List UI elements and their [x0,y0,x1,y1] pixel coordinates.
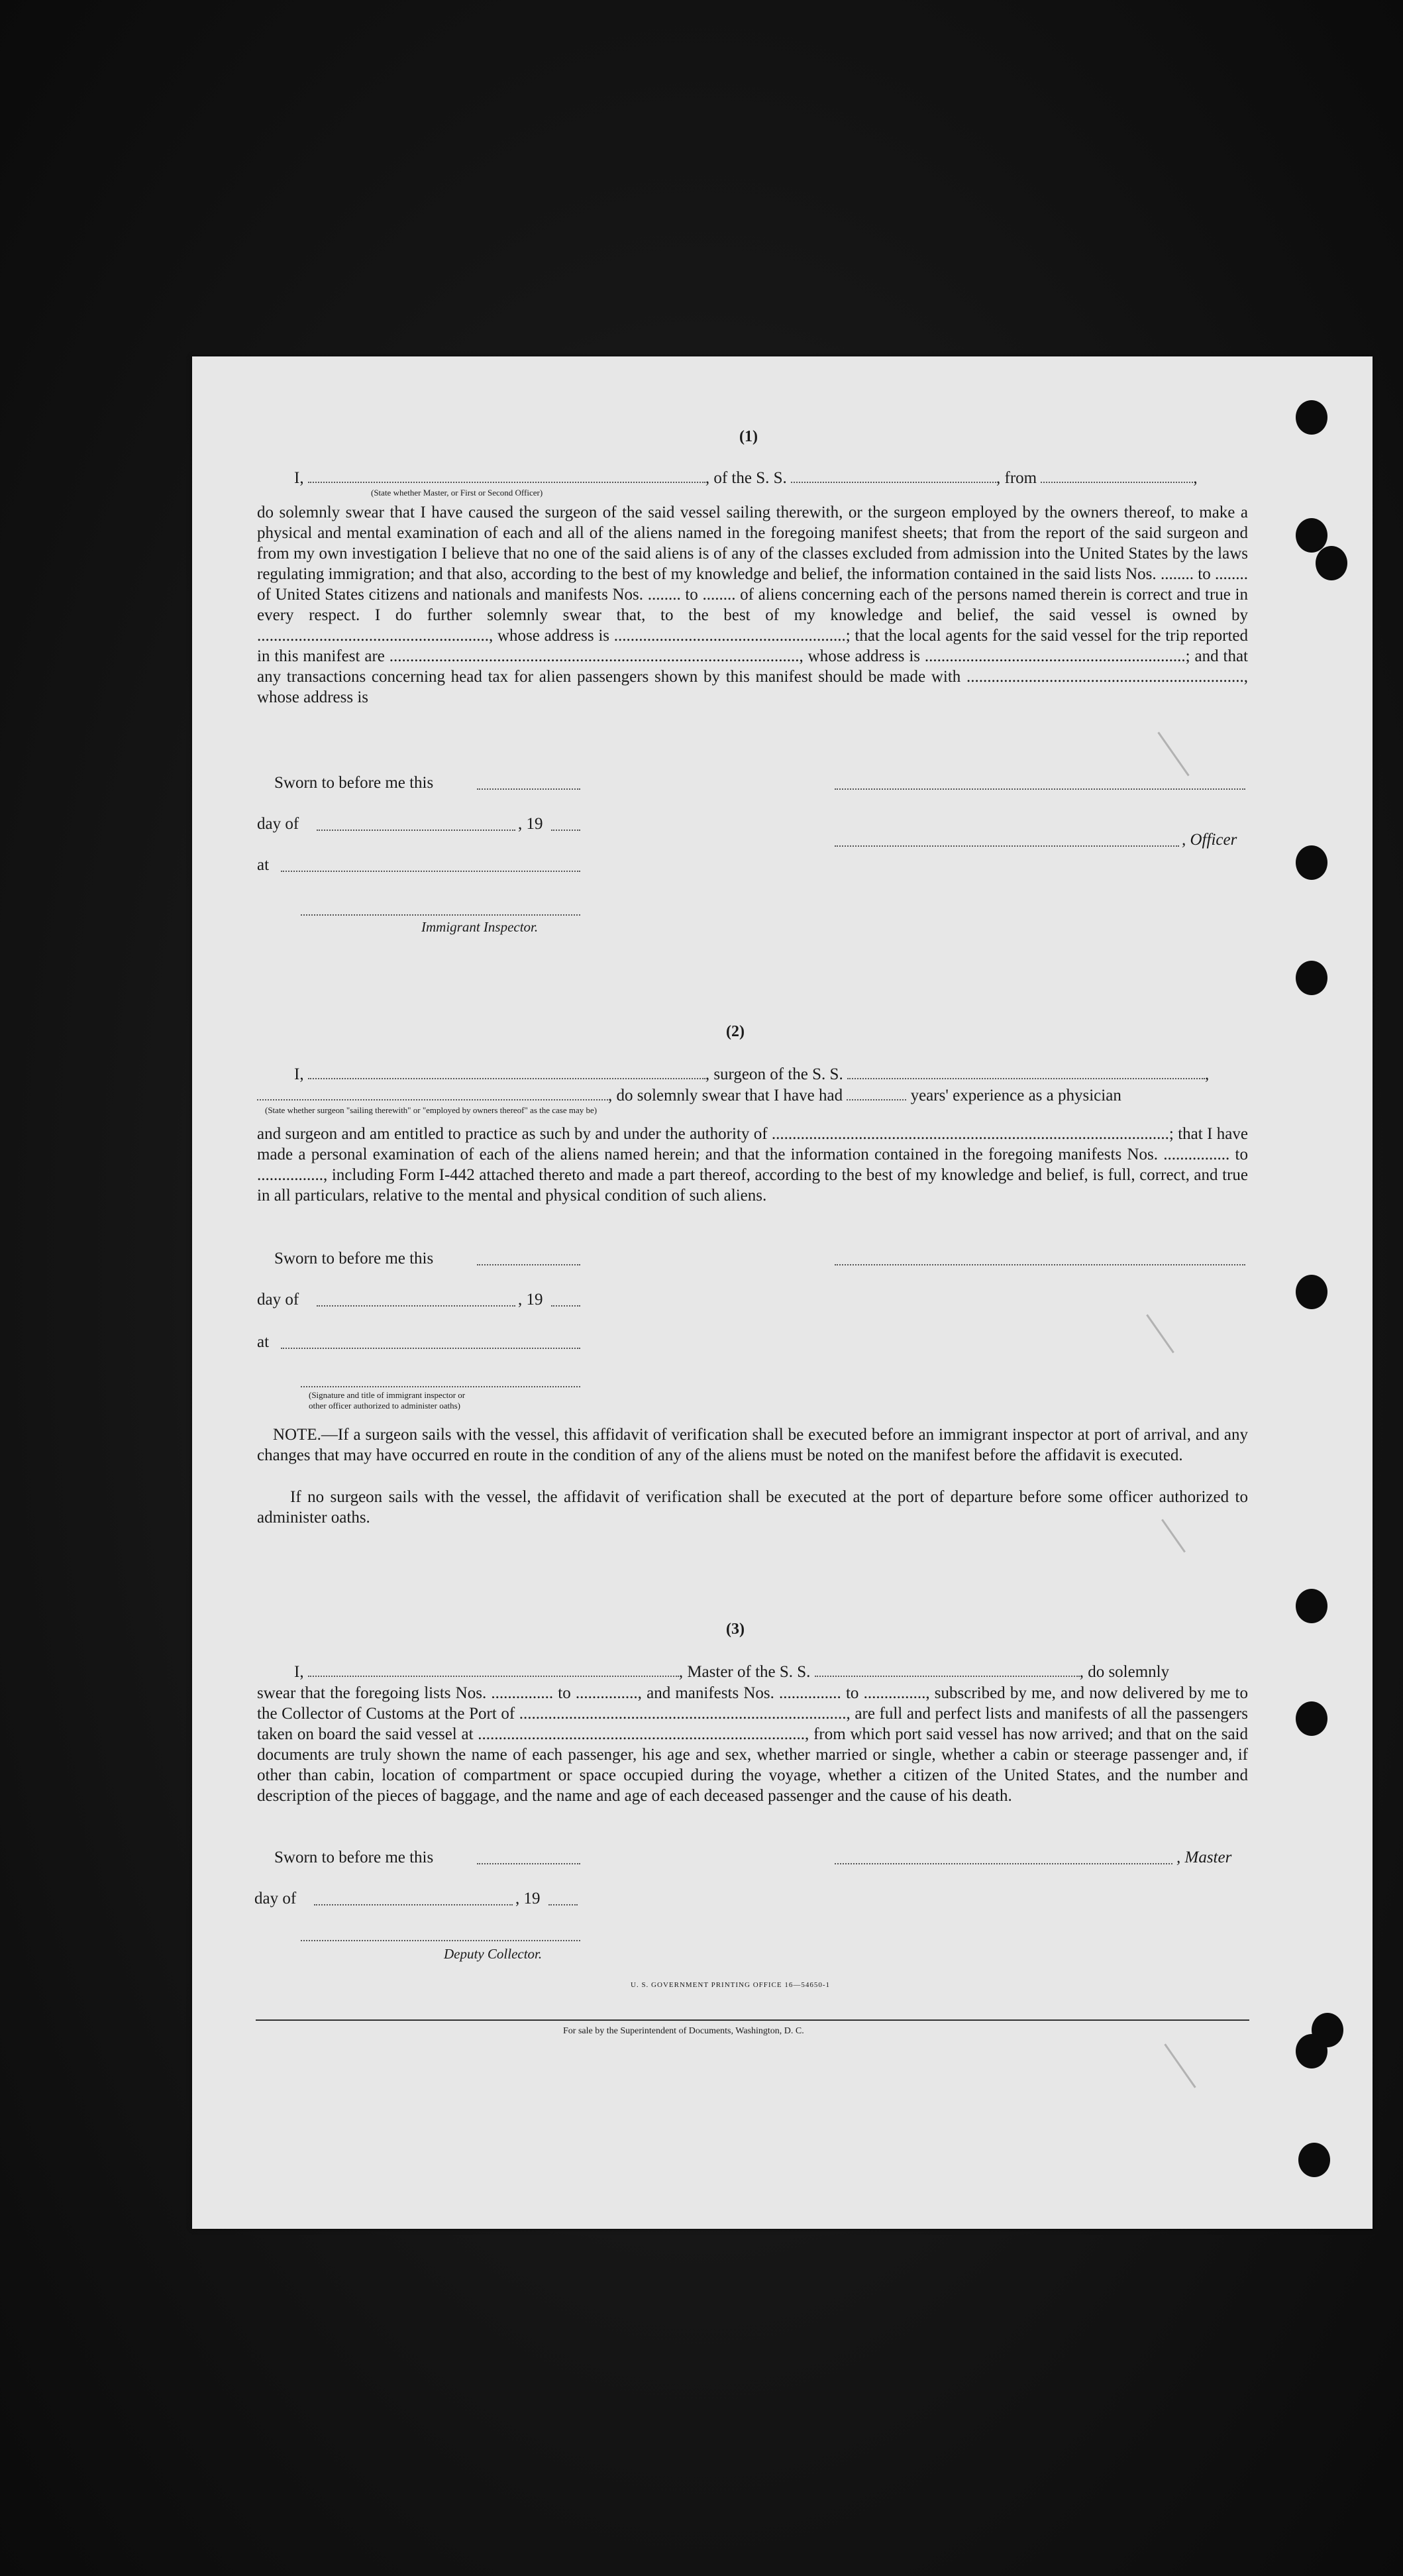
port-from-field[interactable] [1041,470,1193,483]
pencil-mark [1164,2043,1196,2088]
year-field[interactable] [551,1304,580,1307]
binder-hole [1296,1589,1327,1623]
section3-body: swear that the foregoing lists Nos. ............... to ..............., and manifests Nos. ............... to ..............., subscribed by me, and now delivered by me to the Collector of Customs at the Port of ..............................................................................., are full and perfect lists and manifests of all the passengers taken on board the said vessel at ..............................................................................., from which port said vessel has now arrived; and that on the said documents are truly shown the name of each passenger, his age and sex, whether married or single, whether a cabin or steerage passenger and, if other than cabin, location of compartment or space occupied during the voyage, whether a citizen of the United States, and the number and description of the pieces of baggage, and the name and age of each deceased passenger and the cause of his death. [257,1684,1248,1805]
sworn-date-field[interactable] [477,787,580,790]
oath-start: I, [294,1065,304,1083]
swear-label: , do solemnly swear that I have had [608,1087,843,1104]
officer-note: (State whether Master, or First or Second Officer) [371,488,543,498]
binder-hole [1296,1701,1327,1736]
signature-note: (Signature and title of immigrant inspector or [309,1390,466,1400]
solemnly-label: , do solemnly [1079,1663,1170,1681]
surgeon-of-label: , surgeon of the S. S. [705,1065,843,1083]
year-label: , 19 [518,815,543,833]
sworn-label: Sworn to before me this [274,1250,434,1267]
officer-name-field[interactable] [308,470,705,483]
year-field[interactable] [551,828,580,831]
inspector-signature-field[interactable] [301,913,580,916]
surgeon-line [294,1064,1209,1085]
master-line [294,1662,1169,1682]
master-name-field[interactable] [308,1664,679,1677]
footer-rule [256,2019,1249,2021]
years-label: years' experience as a physician [910,1087,1121,1104]
year-label: , 19 [515,1890,541,1907]
sworn-label: Sworn to before me this [274,1849,434,1866]
ship-name-field[interactable] [815,1664,1080,1677]
binder-hole [1298,2143,1330,2177]
month-field[interactable] [317,1304,515,1307]
day-of-label: day of [257,1291,299,1309]
surgeon-note: (State whether surgeon "sailing therewith" or "employed by owners thereof" as the case may be) [265,1105,598,1115]
year-label: , 19 [518,1291,543,1309]
section-number: (1) [739,428,758,445]
ship-name-field[interactable] [847,1066,1205,1079]
binder-hole [1296,961,1327,995]
year-field[interactable] [548,1903,578,1905]
binder-hole [1296,1275,1327,1309]
note-paragraph: NOTE.—If a surgeon sails with the vessel, this affidavit of verification shall be executed before an immigrant inspector at port of arrival, and any changes that may have occurred en route in the condition of any of the aliens must be noted on the manifest before the affidavit is executed. [257,1426,1248,1464]
place-field[interactable] [281,869,580,872]
master-of-label: , Master of the S. S. [678,1663,811,1681]
gpo-imprint: U. S. GOVERNMENT PRINTING OFFICE 16—54650-1 [631,1981,831,1989]
surgeon-line-2 [257,1085,1121,1106]
sworn-label: Sworn to before me this [274,774,434,792]
pencil-mark [1146,1314,1174,1353]
binder-hole [1296,518,1327,553]
officer-label: , Officer [1182,831,1237,849]
oath-start: I, [294,1663,304,1681]
month-field[interactable] [317,828,515,831]
oath-start: I, [294,469,304,487]
officer-title-field[interactable] [835,844,1179,847]
day-of-label: day of [257,815,299,833]
pencil-mark [1157,731,1189,776]
sworn-date-field[interactable] [477,1263,580,1265]
ship-name-field[interactable] [791,470,996,483]
day-of-label: day of [254,1890,297,1907]
surgeon-name-field[interactable] [308,1066,705,1079]
surgeon-status-field[interactable] [257,1087,608,1100]
at-label: at [257,1333,270,1351]
authority-signature-field[interactable] [301,1385,580,1387]
binder-hole [1296,2034,1327,2068]
comma: , [1193,469,1198,487]
place-field[interactable] [281,1346,580,1349]
from-label: , from [996,469,1037,487]
surgeon-signature-field[interactable] [835,1263,1245,1265]
collector-signature-field[interactable] [301,1939,580,1941]
officer-signature-field[interactable] [835,787,1245,790]
master-signature-field[interactable] [835,1862,1172,1864]
binder-hole [1316,546,1347,580]
section-number: (2) [726,1023,745,1040]
section2-body: and surgeon and am entitled to practice as such by and under the authority of ................................................................................................; that I have made a personal examination of each of the aliens named herein; and that the information contained in the foregoing manifests Nos. ................ to ................, including Form I-442 attached thereto and made a part thereof, according to the best of my knowledge and belief, is full, correct, and true in all particulars, relative to the mental and physical condition of such aliens. [257,1125,1248,1205]
signature-note: other officer authorized to administer oaths) [309,1401,460,1411]
section-number: (3) [726,1621,745,1638]
master-label: , Master [1176,1849,1232,1866]
binder-hole [1296,845,1327,880]
officer-line [294,468,1198,488]
collector-label: Deputy Collector. [444,1946,543,1962]
section1-body: do solemnly swear that I have caused the surgeon of the said vessel sailing therewith, or the surgeon employed by the owners thereof, to make a physical and mental examination of each and all of the aliens named in the foregoing manifest sheets; that from the report of the said surgeon and from my own investigation I believe that no one of the said aliens is of any of the classes excluded from admission into the United States by the laws regulating immigration; and that also, according to the best of my knowledge and belief, the information contained in the said lists Nos. ........ to ........ of United States citizens and nationals and manifests Nos. ........ to ........ of aliens concerning each of the persons named therein is correct and true in every respect. I do further solemnly swear that, to the best of my knowledge and belief, the said vessel is owned by ........................................................, whose address is ........................................................; that the local agents for the said vessel for the trip reported in this manifest are ..................................................................................................., whose address is ...............................................................; and that any transactions concerning head tax for alien passengers shown by this manifest should be made with ..................................................................., whose address is [257,504,1248,706]
affidavit-page [192,356,1373,2229]
at-label: at [257,856,270,874]
of-ss-label: , of the S. S. [705,469,787,487]
binder-hole [1296,400,1327,435]
sworn-date-field[interactable] [477,1862,580,1864]
note-paragraph: If no surgeon sails with the vessel, the affidavit of verification shall be executed at the port of departure before some officer authorized to administer oaths. [257,1488,1248,1527]
comma: , [1204,1065,1210,1083]
years-field[interactable] [847,1087,906,1100]
inspector-label: Immigrant Inspector. [421,919,539,935]
month-field[interactable] [314,1903,513,1905]
sale-notice: For sale by the Superintendent of Documents, Washington, D. C. [563,2026,804,2036]
